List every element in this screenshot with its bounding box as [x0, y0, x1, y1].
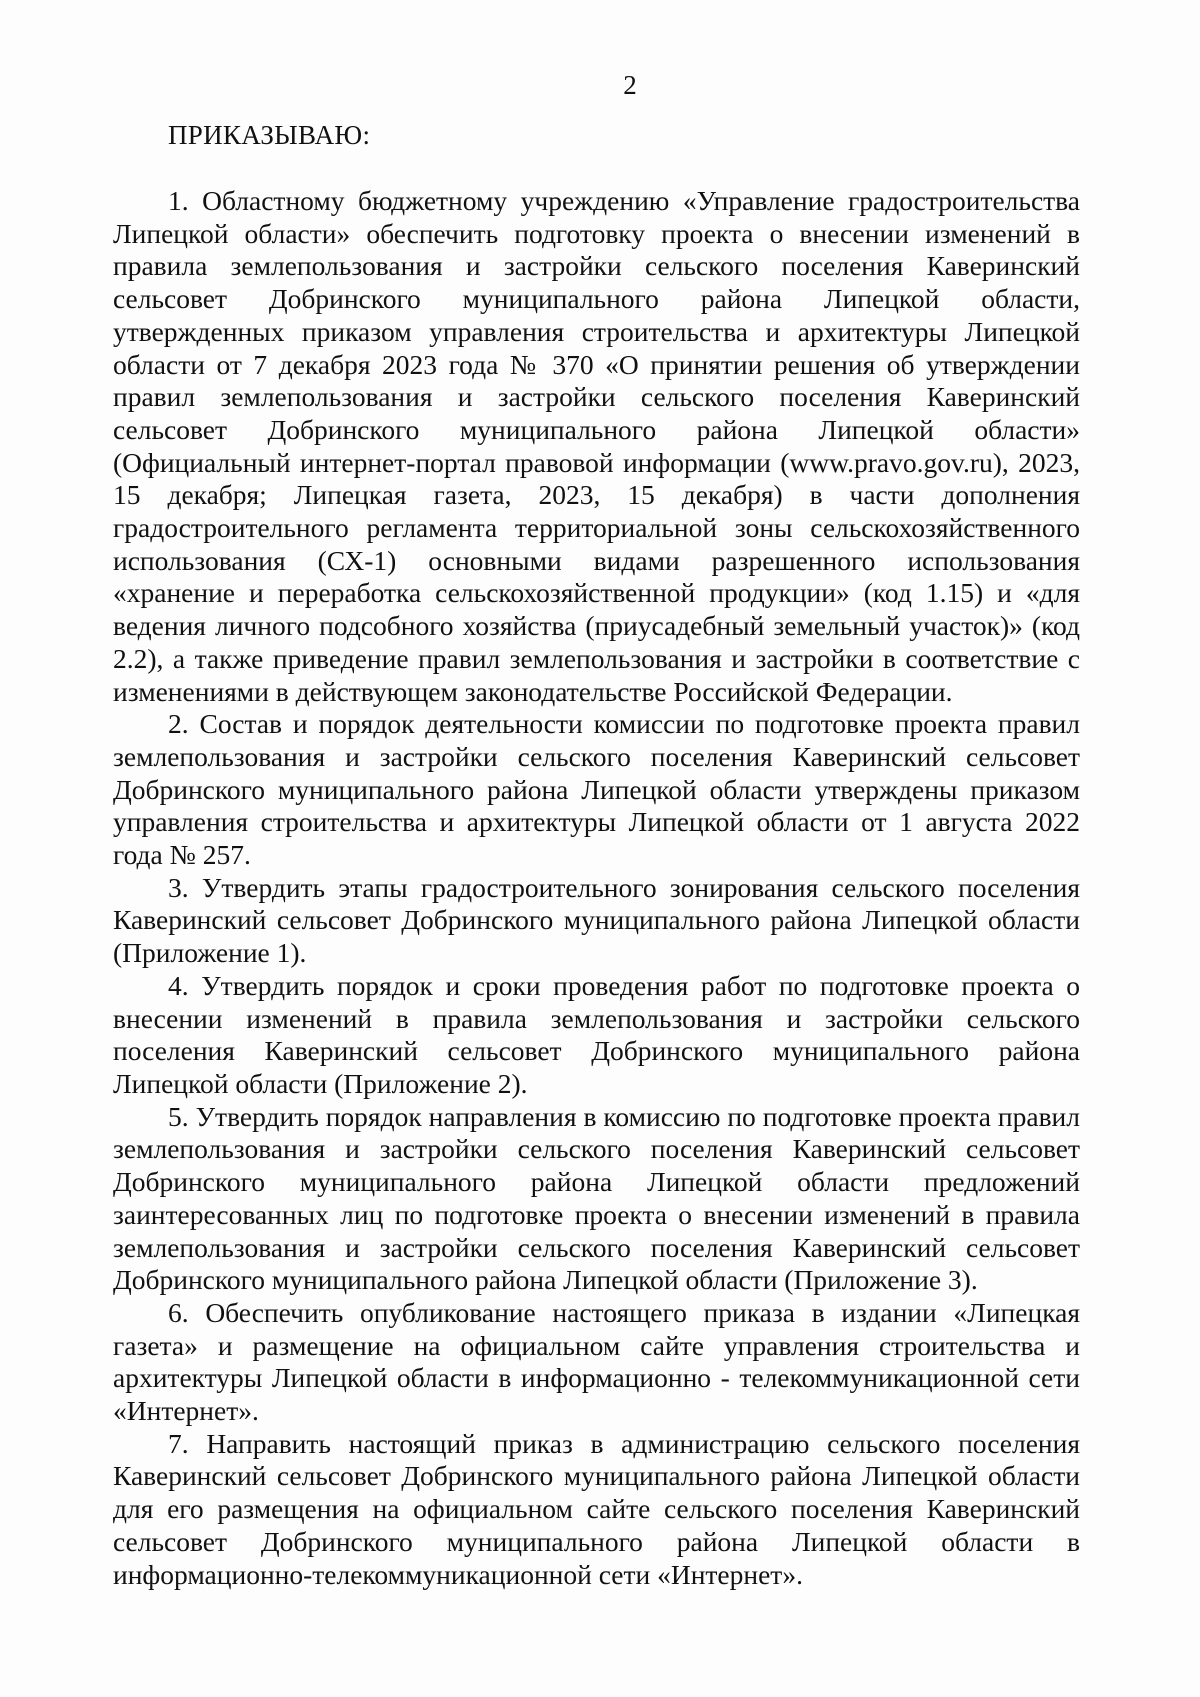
paragraph-4: 4. Утвердить порядок и сроки проведения работ по подготовке проекта о внесении изменений в правила землепользования и застройки сельского поселения Каверинский сельсовет Добринского муниципального района Липецкой области (Приложение 2).	[113, 969, 1080, 1099]
paragraph-5: 5. Утвердить порядок направления в комиссию по подготовке проекта правил землепользования и застройки сельского поселения Каверинский сельсовет Добринского муниципального района Липецкой области предложений заинтересованных лиц по подготовке проекта о внесении изменений в правила землепользования и застройки сельского поселения Каверинский сельсовет Добринского муниципального района Липецкой области (Приложение 3).	[113, 1100, 1080, 1296]
order-heading: ПРИКАЗЫВАЮ:	[168, 120, 371, 150]
paragraph-2: 2. Состав и порядок деятельности комиссии по подготовке проекта правил землепользования и застройки сельского поселения Каверинский сельсовет Добринского муниципального района Липецкой области утверждены приказом управления строительства и архитектуры Липецкой области от 1 августа 2022 года № 257.	[113, 708, 1080, 871]
document-body	[113, 185, 1080, 1591]
paragraph-7: 7. Направить настоящий приказ в администрацию сельского поселения Каверинский сельсовет Добринского муниципального района Липецкой области для его размещения на официальном сайте сельского поселения Каверинский сельсовет Добринского муниципального района Липецкой области в информационно-телекоммуникационной сети «Интернет».	[113, 1427, 1080, 1590]
paragraph-1: 1. Областному бюджетному учреждению «Управление градостроительства Липецкой области» обеспечить подготовку проекта о внесении изменений в правила землепользования и застройки сельского поселения Каверинский сельсовет Добринского муниципального района Липецкой области, утвержденных приказом управления строительства и архитектуры Липецкой области от 7 декабря 2023 года № 370 «О принятии решения об утверждении правил землепользования и застройки сельского поселения Каверинский сельсовет Добринского муниципального района Липецкой области» (Официальный интернет-портал правовой информации (www.pravo.gov.ru), 2023, 15 декабря; Липецкая газета, 2023, 15 декабря) в части дополнения градостроительного регламента территориальной зоны сельскохозяйственного использования (СХ-1) основными видами разрешенного использования «хранение и переработка сельскохозяйственной продукции» (код 1.15) и «для ведения личного подсобного хозяйства (приусадебный земельный участок)» (код 2.2), а также приведение правил землепользования и застройки в соответствие с изменениями в действующем законодательстве Российской Федерации.	[113, 185, 1080, 707]
paragraph-6: 6. Обеспечить опубликование настоящего приказа в издании «Липецкая газета» и размещение на официальном сайте управления строительства и архитектуры Липецкой области в информационно - телекоммуникационной сети «Интернет».	[113, 1296, 1080, 1427]
page-number: 2	[623, 70, 637, 100]
paragraph-3: 3. Утвердить этапы градостроительного зонирования сельского поселения Каверинский сельсовет Добринского муниципального района Липецкой области (Приложение 1).	[113, 871, 1080, 969]
